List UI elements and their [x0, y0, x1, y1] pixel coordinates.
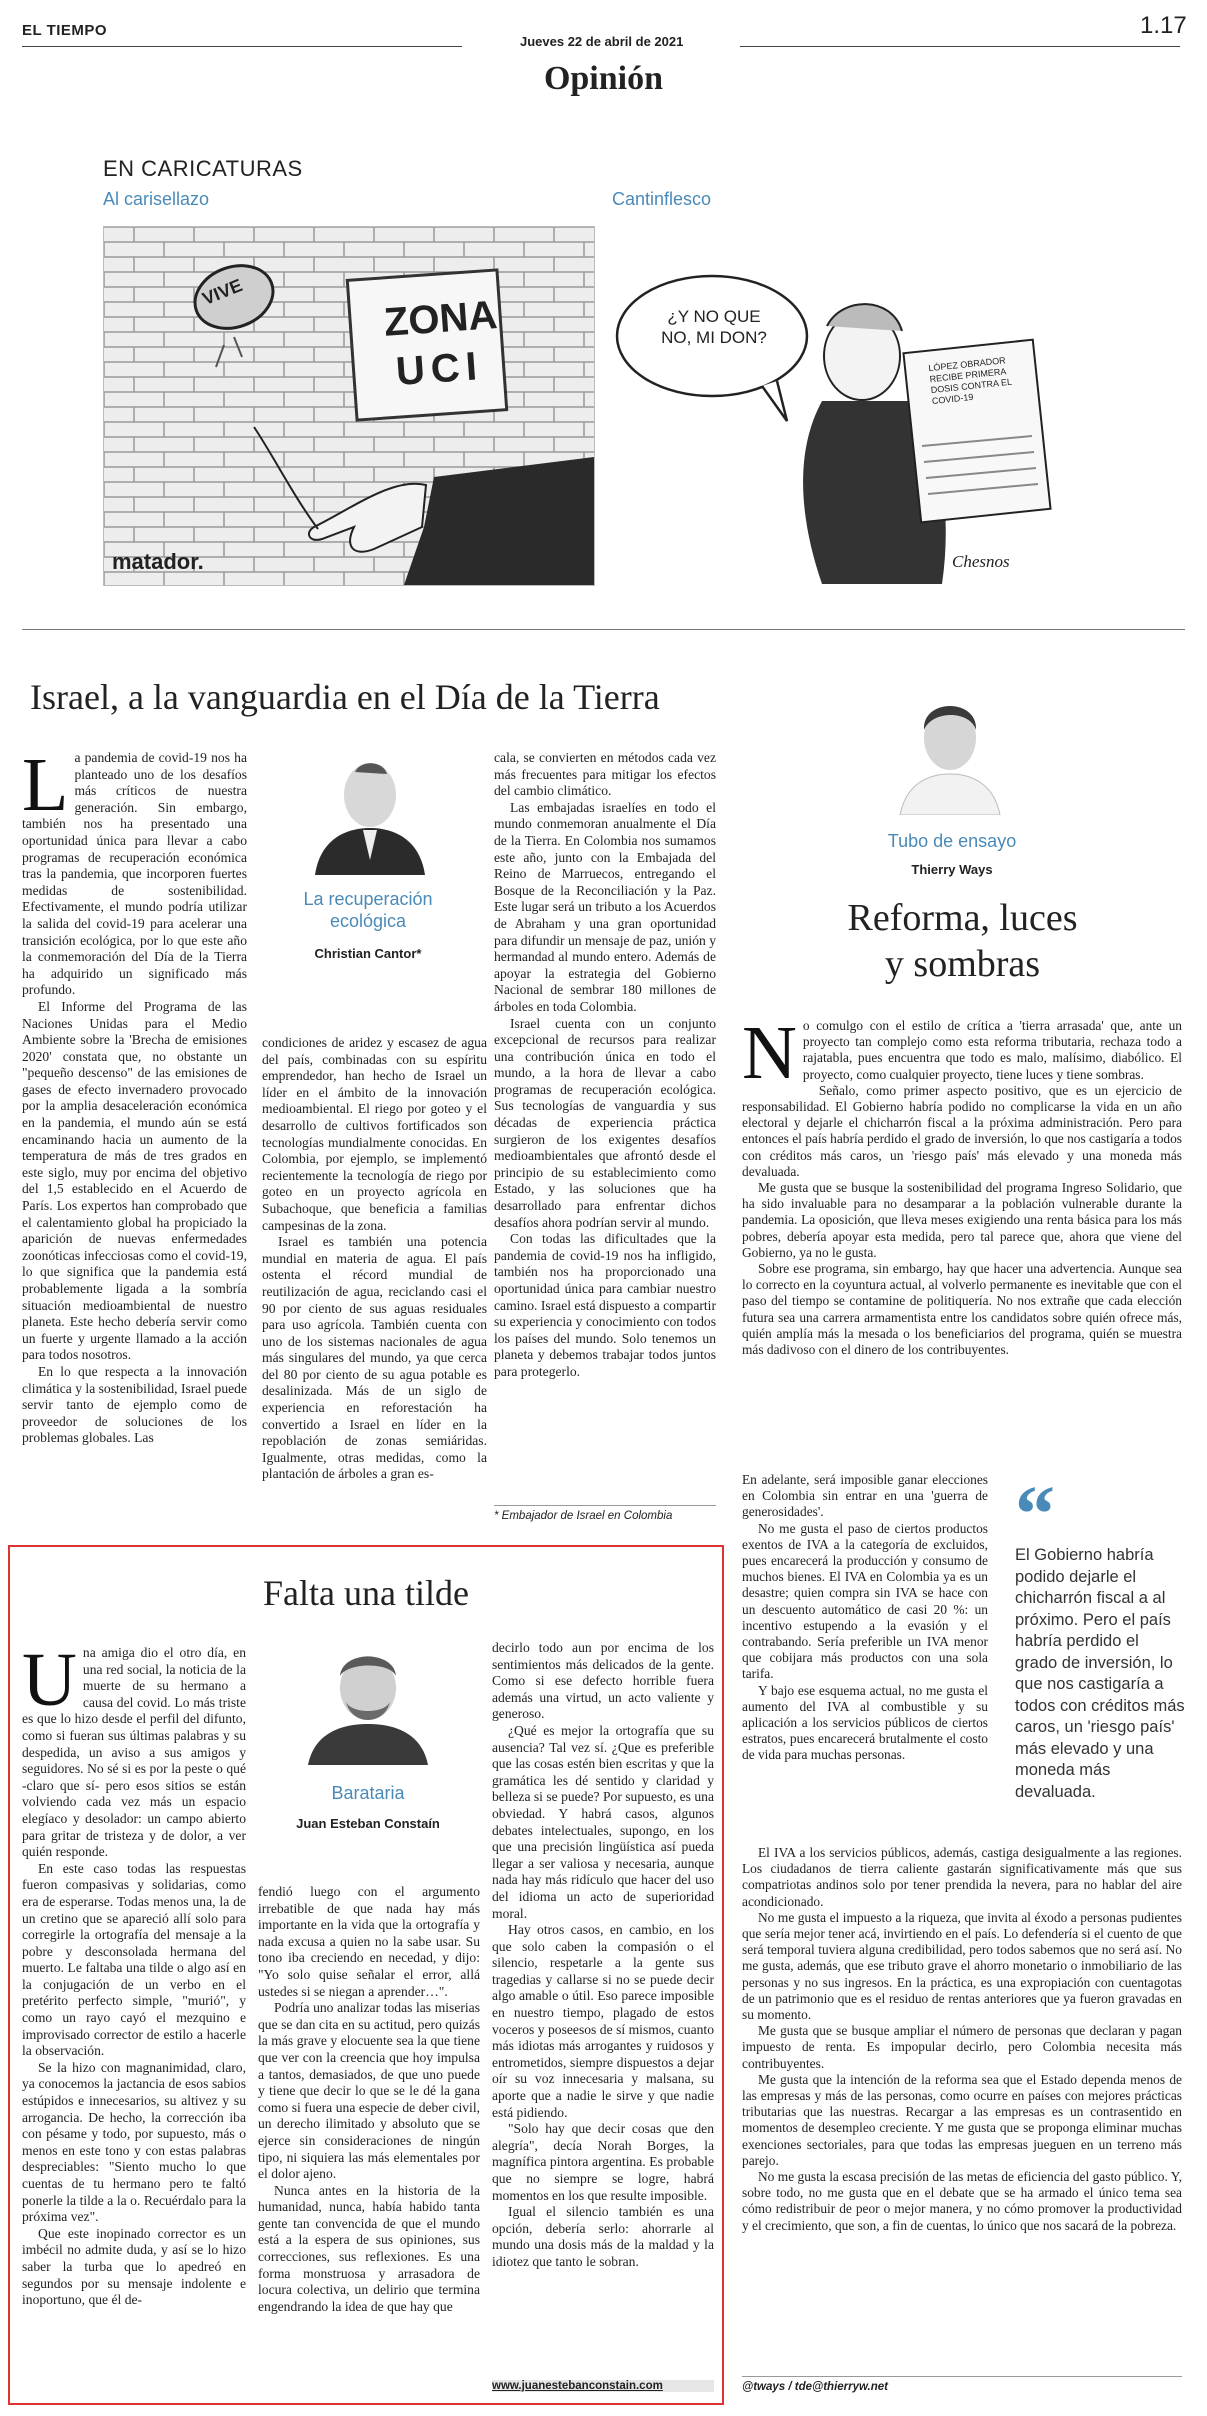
wall-sign-line-2: UCI — [394, 344, 485, 394]
reforma-r4: Me gusta que la intención de la reforma sea que el Estado dependa menos de las empresas y más de las personas, como ocurre en países con mejores prácticas tributarias que las nuestras. Recargar a las empresas es un contrasentido en momentos de desempleo creciente. Y me gusta que se proponga eliminar muchas exenciones sectoriales, para que todas las empresas jueguen en un terreno más parejo. — [742, 2071, 1182, 2168]
reforma-p1: Señalo, como primer aspecto positivo, que es un ejercicio de responsabilidad. El Gobierno habría podido no complicarse la vida en un año electoral y dejarle el chicharrón fiscal a la próxima administración. Pero para entonces el país habría perdido el grado de inversión, lo que nos castigaría a todos con créditos más caros, un 'riesgo país' más elevado y una moneda más devaluada. — [742, 1082, 1182, 1179]
reforma-intro: o comulgo con el estilo de crítica a 'tierra arrasada' que, ante un proyecto tan complejo como esta reforma tributaria, rechaza todo a rajatabla, pues encuentra que todo es malo, malísimo, diabólico. El proyecto, como cualquier proyecto, tiene luces y tiene sombras. — [802, 1018, 1182, 1082]
tilde-author: Juan Esteban Constaín — [296, 1816, 440, 1831]
reforma-p2: Me gusta que se busque la sostenibilidad del programa Ingreso Solidario, que ha sido invaluable para no desamparar a la población vulnerable durante la pandemia. La oposición, que lleva meses exigiendo una renta básica para los más pobres, debería apoyar esta medida, pero tal parece que, ahora que viene del Gobierno, ya no le gusta. — [742, 1180, 1182, 1260]
cartoon-left-label: Al carisellazo — [103, 189, 210, 209]
masthead-rule-left — [22, 46, 462, 47]
cartoon-right-signature: Chesnos — [952, 552, 1010, 571]
israel-c3-p2: Las embajadas israelíes en todo el mundo conmemoran anualmente el Día de la Tierra. En Colombia nos sumamos este año, junto con la Embajada del Reino de Marruecos, entregando el Bosque de la Reconciliación y la Paz. Este lugar será un tributo a los Acuerdos de Abraham y una gran oportunidad para difundir un mensaje de paz, unión y hermandad al mundo entero. Además de apoyar la estrategia del Gobierno Nacional de sembrar 180 millones de árboles en toda Colombia. — [494, 799, 716, 1014]
tilde-c1-p1: na amiga dio el otro día, en una red social, la noticia de la muerte de su hermano a causa del covid. Lo más triste es que lo hizo desde el perfil del difunto, como si fueran sus últimas palabras y su despedida, un aviso a sus amigos y seguidores. No sé si es por la peste o qué -claro que sí- pero esos sitios se están volviendo cada vez más un espacio elegíaco y desolador: un campo abierto para gritar de tristeza y de dolor, a ver quién responde. — [22, 1645, 246, 1860]
brick-wall-illustration — [104, 227, 594, 585]
cartoon-right — [612, 226, 1086, 584]
tilde-column-1 — [22, 1638, 246, 2309]
tilde-c1-p3: Se la hizo con magnanimidad, claro, ya conocemos la jactancia de esos sabios estúpidos e innecesarios, su altivez y su arrogancia. De hecho, la corrección iba con pésame y todo, por supuesto, más o menos en este tono y con estas palabras despreciables: "Siento mucho lo que cuentas de tu hermano pero te faltó ponerle la tilde a la o. Recuérdalo para la próxima vez". — [22, 2059, 246, 2225]
reforma-headline-line-2: y sombras — [884, 943, 1041, 985]
obrador-illustration — [612, 226, 1086, 584]
caricaturas-divider — [22, 629, 1185, 630]
israel-column-2 — [262, 1035, 487, 1483]
section-title: Opinión — [543, 60, 664, 97]
israel-column-name: La recuperación ecológica — [303, 889, 433, 931]
tilde-c2-p3: Nunca antes en la historia de la humanidad, nunca, había habido tanta gente tan convencida de que el mundo está a la espera de sus opiniones, sus correcciones, sus reflexiones. Es una forma monstruosa y arrasadora de locura colectiva, un delirio que termina engendrando la idea de que hay que — [258, 2182, 480, 2314]
reforma-n3: Y bajo ese esquema actual, no me gusta el aumento del IVA al combustible y su aplicación a los servicios públicos de ciertos estratos, pues encarecerá brutalmente el costo de vida para muchas personas. — [742, 1682, 988, 1763]
christian-cantor-photo — [305, 750, 435, 875]
reforma-r2: No me gusta el impuesto a la riqueza, que invita al éxodo a personas pudientes que sería mejor tener acá, invirtiendo en el país. Lo defendería si el cuento de que será temporal tuviera alguna credibilidad, pero todos sabemos que no será así. No me gusta, además, que ese tributo grave el ahorro monetario o inmobiliario de las personas y no sus ingresos. En la práctica, es una expropiación con cuentagotas de un patrimonio que es el residuo de rentas anteriores que ya fueron gravadas en su momento. — [742, 1909, 1182, 2023]
reforma-p3: Sobre ese programa, sin embargo, hay que hacer una advertencia. Aunque sea lo correcto en la coyuntura actual, al volverlo permanente es inevitable que con el paso del tiempo se contamine de politiquería. No nos extrañe que cada elección futura sea una carrera armamentista entre los candidatos sobre quién ofrece más, quién amplía más la mesada o los beneficiarios del programa, quién se muestra más dadivoso con el dinero de los contribuyentes. — [742, 1261, 1182, 1358]
cartoon-left — [103, 226, 595, 586]
tilde-c3-p2: ¿Qué es mejor la ortografía que su ausencia? Tal vez sí. ¿Que es preferible que las cosas estén bien escritas y que la gramática les dé sentido y claridad y belleza si se puede? Por supuesto, es una obviedad. Y habrá casos, algunos debates intelectuales, supongo, en los que una precisión lingüística así pueda llegar a ser valiosa y necesaria, aunque nada hay más ridículo que hacer del uso del idioma un acto de superioridad moral. — [492, 1722, 714, 1921]
reforma-pullquote: El Gobierno habría podido dejarle el chicharrón fiscal a al próximo. Pero el país habría perdido el grado de inversión, lo que nos castigaría a todos con créditos más caros, un 'riesgo país' más elevado y una moneda más devaluada. — [1015, 1546, 1185, 1801]
israel-c1-p2: El Informe del Programa de las Naciones Unidas para el Medio Ambiente sobre la 'Brecha de emisiones 2020' constata que, no obstante un "pequeño descenso" de las emisiones de gases de efecto invernadero provocado por la amplia desaceleración económica en la pandemia, el mundo aún se está encaminando hacia un aumento de la temperatura de más de tres grados en este siglo, muy por encima del objetivo del 1,5 establecido en el Acuerdo de París. Los expertos han comprobado que el calentamiento global ha propiciado la aparición de nuevas enfermedades zoonóticas infecciosas como el covid-19, lo que significa que la pandemia está probablemente ligada a la sombría situación medioambiental de nuestro planeta. Este hecho debería servir como un fuerte y urgente llamado a la acción para todos nosotros. — [22, 998, 247, 1363]
reforma-r5: No me gusta la escasa precisión de las metas de eficiencia del gasto público. Y, sobre todo, no me gusta que en el debate que se ha armado el único tema sea cómo redistribuir de peor o mejor manera, y no cómo promover la productividad y el crecimiento, que son, a fin de cuentas, lo único que nos sacará de la pobreza. — [742, 2169, 1182, 2233]
israel-c1-p1: a pandemia de covid-19 nos ha planteado uno de los desafíos más críticos de nuestra generación. Sin embargo, también nos ha presentado una oportunidad única para llevar a cabo programas de recuperación económica tras la pandemia, que incorporen fuertes medidas de sostenibilidad. Efectivamente, el mundo podría utilizar la salida del covid-19 para acelerar una transición ecológica, por lo que este año la conmemoración del Día de la Tierra ha adquirido un significado más profundo. — [22, 750, 247, 998]
reforma-headline-line-1: Reforma, luces — [847, 897, 1078, 939]
tilde-c1-p4: Que este inopinado corrector es un imbécil no admite duda, y así se lo hizo saber la turba que lo apedreó en segundos por su mensaje indolente e inoportuno, que él de- — [22, 2225, 246, 2308]
reforma-signature[interactable]: @tways / tde@thierryw.net — [742, 2381, 888, 2393]
tilde-c3-p5: Igual el silencio también es una opción, debería serlo: ahorrarle al mundo una dosis más de la maldad y la idiotez que tanto le sobran. — [492, 2204, 714, 2269]
caricaturas-heading: EN CARICATURAS — [103, 156, 303, 181]
cartoon-left-signature: matador. — [112, 549, 204, 574]
tilde-author-url[interactable]: www.juanestebanconstain.com — [492, 2380, 714, 2392]
coin-text: VIVE — [199, 275, 246, 309]
tilde-column-3 — [492, 1640, 714, 2271]
israel-headline: Israel, a la vanguardia en el Día de la Tierra — [30, 677, 660, 717]
reforma-n1: En adelante, será imposible ganar elecciones en Colombia sin entrar en una 'guerra de generosidades'. — [742, 1472, 988, 1520]
masthead-rule-right — [740, 46, 1180, 47]
israel-c2-p2: Israel es también una potencia mundial en materia de agua. El país ostenta el récord mundial de reutilización de agua, reciclando casi el 90 por ciento de sus aguas residuales para uso agrícola. También cuenta con uno de los sistemas nacionales de agua más singulares del mundo, ya que cerca del 80 por ciento de su agua potable es desalinizada. Más de un siglo de experiencia en reforestación ha convertido a Israel en líder en la repoblación de zonas semiáridas. Igualmente, otras medidas, como la plantación de árboles a gran es- — [262, 1234, 487, 1482]
tilde-headline: Falta una tilde — [263, 1573, 469, 1613]
israel-footnote-rule — [494, 1505, 716, 1506]
page-number: 1.17 — [1140, 12, 1187, 39]
tilde-c2-p2: Podría uno analizar todas las miserias que se dan cita en su actitud, pero quizás la más grave y elocuente sea la que tiene que ver con la creencia que hoy impulsa a tantos, demasiados, de que uno puede y tiene que decir lo que se le dé la gana como si fuera una especie de deber civil, un derecho ilimitado y absoluto que se ejerce sin consideraciones de ningún tipo, ni siquiera las más elementales por el dolor ajeno. — [258, 2000, 480, 2182]
issue-date: Jueves 22 de abril de 2021 — [520, 34, 684, 49]
wall-sign-line-1: ZONA — [382, 293, 499, 345]
israel-c3-p4: Con todas las dificultades que la pandemia de covid-19 nos ha infligido, también nos ha proporcionado una oportunidad única para cambiar nuestro camino. Israel está dispuesto a compartir su experiencia y conocimiento con todos los países del mundo. Solo tenemos un planeta y debemos trabajar todos juntos para protegerlo. — [494, 1231, 716, 1379]
thierry-ways-photo — [890, 690, 1010, 815]
reforma-column-top — [742, 1011, 1182, 1358]
israel-c3-p1: cala, se convierten en métodos cada vez más frecuentes para mitigar los efectos del cambio climático. — [494, 750, 716, 799]
paper-name: EL TIEMPO — [22, 22, 108, 39]
tilde-column-2 — [258, 1884, 480, 2315]
juan-esteban-constain-photo — [300, 1640, 435, 1765]
tilde-c1-p2: En este caso todas las respuestas fueron compasivas y solidarias, como era de esperarse. Todas menos una, la de un cretino que se apareció allí solo para corregirle la ortografía del mensaje a la pobre y desconsolada hermana del muerto. Le faltaba una tilde o algo así en la conjugación de un verbo en el pretérito perfecto simple, "murió", y como un rayo cayó el mezquino e improvisado corrector de estilo a hacerle la observación. — [22, 1860, 246, 2059]
tilde-c3-p3: Hay otros casos, en cambio, en los que solo caben la compasión o el silencio, respetarle a la gente sus tragedias y callarse si no se puede decir algo amable o útil. Eso parece imposible en nuestro tiempo, plagado de estos voceros y poseesos de sí mismos, cuanto más idiotas más arrogantes y ruidosos y entrometidos, siempre dispuestos a dejar oír su voz innecesaria y malsana, su aporte que a nadie le sirve y que nadie está pidiendo. — [492, 1922, 714, 2120]
reforma-r3: Me gusta que se busque ampliar el número de personas que declaran y pagan impuesto de renta. Es impopular decirlo, pero Colombia necesita más contribuyentes. — [742, 2023, 1182, 2071]
reforma-r1: El IVA a los servicios públicos, además, castiga desigualmente a las regiones. Los ciudadanos de tierra caliente gastarán significativamente más que sus compatriotas andinos solo por tener prendida la nevera, para no hablar del aire acondicionado. — [742, 1845, 1182, 1909]
tilde-dropcap: U — [22, 1638, 77, 1722]
reforma-author: Thierry Ways — [911, 862, 993, 877]
israel-author: Christian Cantor* — [314, 946, 422, 961]
israel-column-1 — [22, 743, 247, 1447]
reforma-column-name: Tubo de ensayo — [887, 831, 1017, 851]
tilde-c3-p4: "Solo hay que decir cosas que den alegría", decía Norah Borges, la magnífica pintora argentina. Es probable que no siempre se logre, habrá momentos en los que resulte imposible. — [492, 2121, 714, 2203]
tilde-c2-p1: fendió luego con el argumento irrebatible de que nada hay más importante en la vida que la ortografía y nada excusa a quien no la sabe usar. Su tono iba creciendo en necedad, y dijo: "Yo solo quise señalar el error, allá ustedes si se niegan a aprender…". — [258, 1884, 480, 1999]
cartoon-newspaper-text: LÓPEZ OBRADOR RECIBE PRIMERA DOSIS CONTRA EL COVID-19 — [927, 355, 1013, 407]
israel-c2-p1: condiciones de aridez y escasez de agua del país, combinadas con su espíritu emprendedor, han hecho de Israel un líder en el ámbito de la innovación medioambiental. El riego por goteo y el desarrollo de cultivos fortificados son tecnologías mundialmente conocidas. En Colombia, por ejemplo, se implementó recientemente la tecnología de riego por goteo en un proyecto agrícola en Subachoque, que beneficia a familias campesinas de la zona. — [262, 1035, 487, 1233]
tilde-column-name: Barataria — [331, 1783, 405, 1803]
reforma-dropcap: N — [742, 1011, 797, 1095]
speech-bubble-text: ¿Y NO QUE NO, MI DON? — [661, 307, 767, 347]
israel-c3-p3: Israel cuenta con un conjunto excepcional de recursos para realizar una contribución única en todo el mundo, a la hora de llevar a cabo programas de recuperación ecológica. Sus tecnologías de vanguardia y sus décadas de experiencia práctica surgieron de los exigentes desafíos medioambientales que afrontó desde el principio de su establecimiento como Estado, y las soluciones que ha desarrollado para enfrentar dichos desafíos ahora podrían servir al mundo. — [494, 1015, 716, 1230]
israel-column-3 — [494, 750, 716, 1381]
cartoon-right-label: Cantinflesco — [612, 189, 712, 209]
tilde-c3-p1: decirlo todo aun por encima de los sentimientos más delicados de la gente. Como si ese defecto horrible fuera además una virtud, un acto valiente y generoso. — [492, 1640, 714, 1722]
israel-c1-p3: En lo que respecta a la innovación climática y la sostenibilidad, Israel puede servir tanto de ejemplo como de proveedor de soluciones de los problemas globales. Las — [22, 1363, 247, 1446]
reforma-signature-rule — [742, 2376, 1182, 2377]
israel-footnote: * Embajador de Israel en Colombia — [494, 1510, 673, 1522]
reforma-column-bottom — [742, 1845, 1182, 2234]
reforma-pullquote-mark: “ — [1015, 1471, 1055, 1559]
israel-dropcap: L — [22, 743, 69, 827]
reforma-column-narrow — [742, 1472, 988, 1764]
reforma-n2: No me gusta el paso de ciertos productos exentos de IVA a la categoría de excluidos, pues encarecerá la producción y consumo de muchos bienes. El IVA en Colombia ya es un desastre; quien compra sin IVA se hace con un descuento automático de casi 20 %: un incentivo estupendo a la evasión y el contrabando. Sería preferible un IVA menor que cobijara más productos con una sola tarifa. — [742, 1520, 988, 1682]
